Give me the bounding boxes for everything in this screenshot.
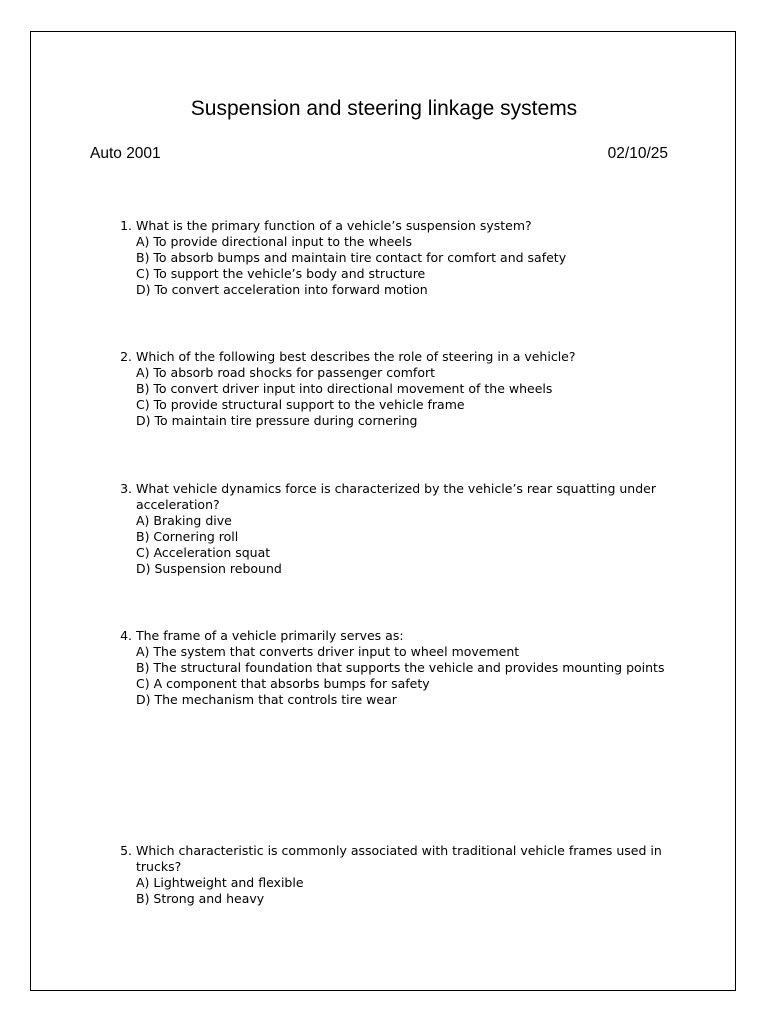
answer-option-b: B) The structural foundation that supports the vehicle and provides mounting points: [136, 660, 665, 675]
answer-option-c: C) To provide structural support to the vehicle frame: [136, 397, 465, 412]
question-number: 3.: [120, 481, 132, 496]
document-title: Suspension and steering linkage systems: [190, 97, 578, 120]
question-text: What vehicle dynamics force is characterized by the vehicle’s rear squatting under acceleration?: [136, 481, 656, 512]
answer-option-d: D) The mechanism that controls tire wear: [136, 692, 397, 707]
question-2: [106, 349, 678, 429]
answer-option-d: D) To convert acceleration into forward motion: [136, 282, 428, 297]
answer-option-d: D) Suspension rebound: [136, 561, 282, 576]
answer-option-a: A) Lightweight and flexible: [136, 875, 304, 890]
answer-option-c: C) Acceleration squat: [136, 545, 271, 560]
answer-option-b: B) To absorb bumps and maintain tire contact for comfort and safety: [136, 250, 567, 265]
question-4: [106, 628, 678, 708]
answer-option-d: D) To maintain tire pressure during cornering: [136, 413, 418, 428]
answer-option-c: C) To support the vehicle’s body and structure: [136, 266, 426, 281]
question-number: 1.: [120, 218, 132, 233]
question-text: Which characteristic is commonly associated with traditional vehicle frames used in trucks?: [136, 843, 662, 874]
answer-option-a: A) Braking dive: [136, 513, 232, 528]
course-code: Auto 2001: [90, 145, 161, 162]
answer-option-b: B) Strong and heavy: [136, 891, 265, 906]
question-5: [106, 843, 678, 907]
question-text: Which of the following best describes the role of steering in a vehicle?: [136, 349, 576, 364]
question-number: 2.: [120, 349, 132, 364]
answer-option-a: A) To provide directional input to the wheels: [136, 234, 412, 249]
answer-option-b: B) Cornering roll: [136, 529, 239, 544]
question-number: 4.: [120, 628, 132, 643]
answer-option-a: A) To absorb road shocks for passenger comfort: [136, 365, 436, 380]
document-date: 02/10/25: [607, 145, 668, 162]
answer-option-c: C) A component that absorbs bumps for safety: [136, 676, 430, 691]
question-1: [106, 218, 678, 298]
question-3: [106, 481, 678, 577]
answer-option-b: B) To convert driver input into directional movement of the wheels: [136, 381, 553, 396]
question-text: What is the primary function of a vehicle’s suspension system?: [136, 218, 532, 233]
question-number: 5.: [120, 843, 132, 858]
question-text: The frame of a vehicle primarily serves as:: [136, 628, 404, 643]
answer-option-a: A) The system that converts driver input to wheel movement: [136, 644, 520, 659]
